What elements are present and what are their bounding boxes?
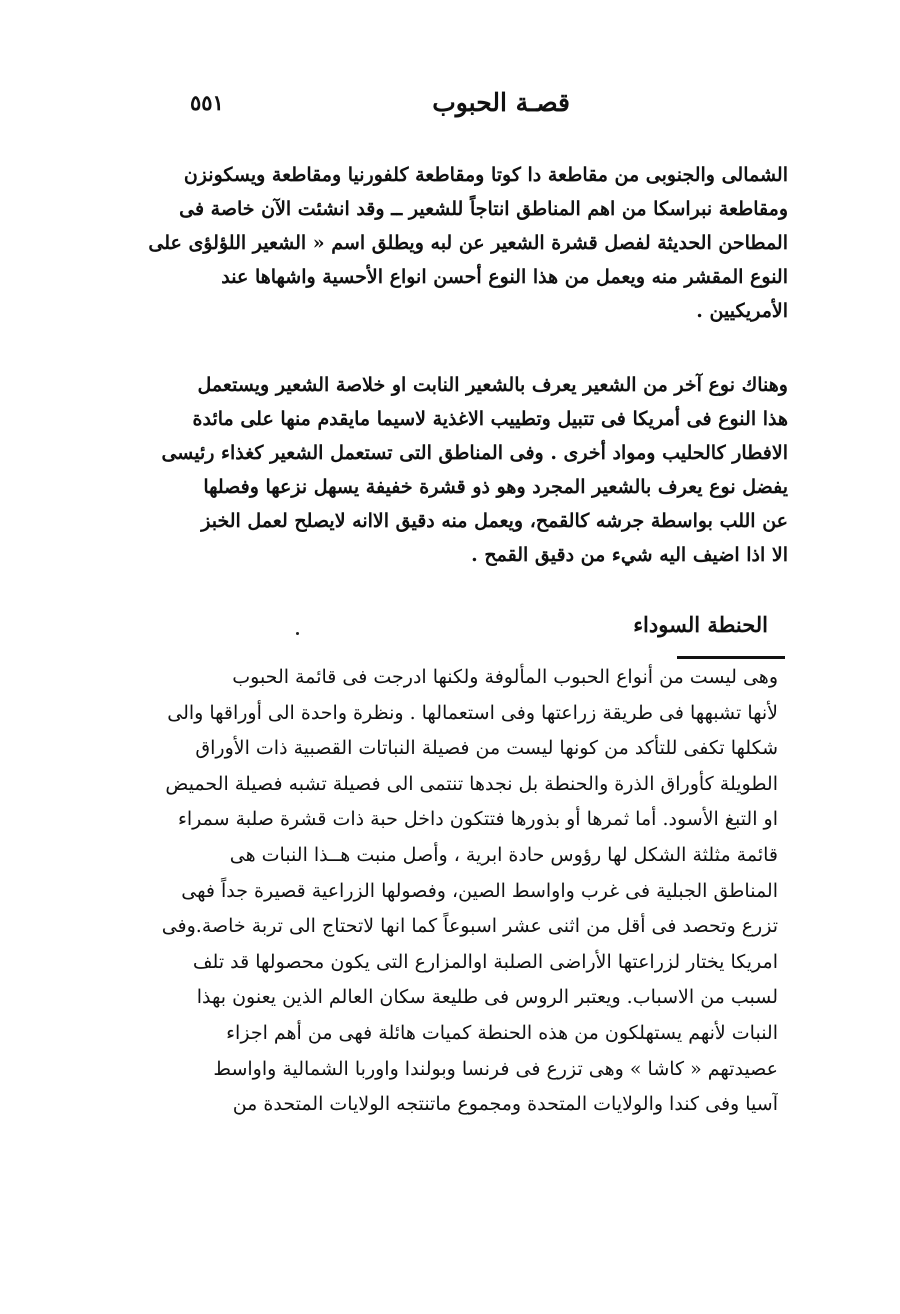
text-line: هذا النوع فى أمريكا فى تتبيل وتطييب الاغذية لاسيما مايقدم منها على مائدة — [192, 408, 788, 430]
text-line: شكلها تكفى للتأكد من كونها ليست من فصيلة النباتات القصبية ذات الأوراق — [195, 737, 778, 760]
text-line: الا اذا اضيف اليه شيء من دقيق القمح . — [471, 544, 788, 566]
text-line: لسبب من الاسباب. ويعتبر الروس فى طليعة سكان العالم الذين يعنون بهذا — [196, 986, 778, 1009]
heading-underline — [677, 656, 785, 659]
text-line: عصيدتهم « كاشا » وهى تزرع فى فرنسا وبولندا واوربا الشمالية واواسط — [213, 1057, 778, 1080]
print-speck — [296, 632, 299, 635]
paragraph-malted-barley — [148, 368, 788, 572]
text-line: امريكا يختار لزراعتها الأراضى الصلبة اوالمزارع التى يكون محصولها قد تلف — [192, 950, 778, 973]
running-title: قصـة الحبوب — [432, 88, 570, 117]
section-heading-buckwheat: الحنطة السوداء — [633, 612, 768, 637]
paragraph-barley-regions — [148, 158, 788, 328]
text-line: عن اللب بواسطة جرشه كالقمح، ويعمل منه دقيق الاانه لايصلح لعمل الخبز — [201, 510, 788, 532]
text-line: الافطار كالحليب ومواد أخرى . وفى المناطق التى تستعمل الشعير كغذاء رئيسى — [161, 442, 788, 464]
text-line: المطاحن الحديثة لفصل قشرة الشعير عن لبه ويطلق اسم « الشعير اللؤلؤى على — [148, 232, 788, 254]
paragraph-buckwheat — [118, 660, 778, 1123]
text-line: وهى ليست من أنواع الحبوب المألوفة ولكنها ادرجت فى قائمة الحبوب — [232, 666, 778, 688]
text-line: لأنها تشبهها فى طريقة زراعتها وفى استعمالها . ونظرة واحدة الى أوراقها والى — [167, 701, 778, 724]
text-line: النوع المقشر منه ويعمل من هذا النوع أحسن انواع الأحسية واشهاها عند — [221, 266, 788, 288]
text-line: الأمريكيين . — [696, 300, 788, 322]
text-line: المناطق الجبلية فى غرب واواسط الصين، وفصولها الزراعية قصيرة جداً فهى — [181, 879, 778, 902]
text-line: الشمالى والجنوبى من مقاطعة دا كوتا ومقاطعة كلفورنيا ومقاطعة ويسكونزن — [183, 164, 788, 186]
page-number: ٥٥١ — [190, 90, 224, 115]
text-line: النبات لأنهم يستهلكون من هذه الحنطة كميات هائلة فهى من أهم اجزاء — [226, 1021, 778, 1044]
page-header — [190, 88, 570, 128]
text-line: آسيا وفى كندا والولايات المتحدة ومجموع ماتنتجه الولايات المتحدة من — [232, 1093, 778, 1116]
text-line: وهناك نوع آخر من الشعير يعرف بالشعير النابت او خلاصة الشعير ويستعمل — [197, 374, 788, 396]
text-line: او التبغ الأسود. أما ثمرها أو بذورها فتتكون داخل حبة ذات قشرة صلبة سمراء — [177, 808, 778, 831]
text-line: قائمة مثلثة الشكل لها رؤوس حادة ابرية ، وأصل منبت هــذا النبات هى — [229, 843, 778, 866]
text-line: يفضل نوع يعرف بالشعير المجرد وهو ذو قشرة خفيفة يسهل نزعها وفصلها — [203, 476, 788, 498]
text-line: تزرع وتحصد فى أقل من اثنى عشر اسبوعاً كما انها لاتحتاج الى تربة خاصة.وفى — [161, 915, 778, 938]
text-line: ومقاطعة نبراسكا من اهم المناطق انتاجاً للشعير ــ وقد انشئت الآن خاصة فى — [179, 198, 788, 220]
text-line: الطويلة كأوراق الذرة والحنطة بل نجدها تنتمى الى فصيلة تشبه فصيلة الحميض — [165, 772, 778, 795]
